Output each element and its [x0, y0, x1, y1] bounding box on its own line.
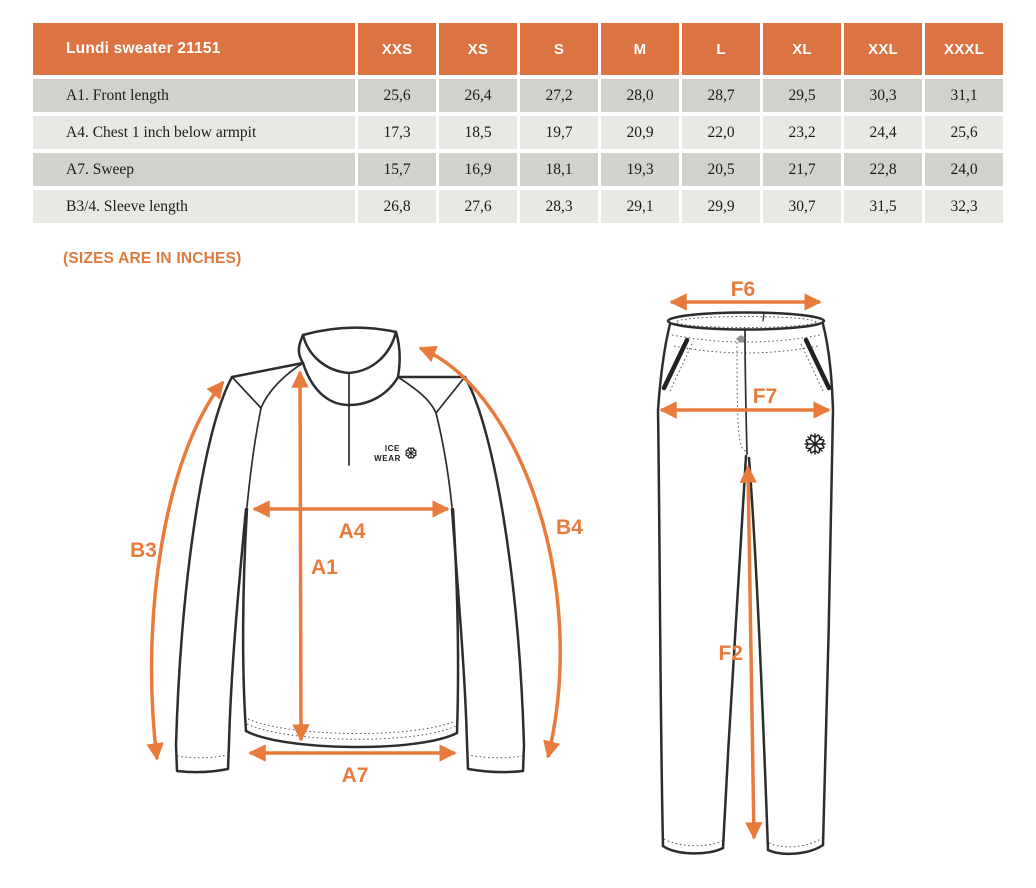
- size-value: 31,5: [844, 190, 922, 223]
- pants-left-outer-edge: [658, 324, 670, 846]
- right-shoulder-seam: [436, 378, 464, 413]
- size-value: 29,5: [763, 79, 841, 112]
- size-value: 18,5: [439, 116, 517, 149]
- f6-label: F6: [730, 278, 756, 301]
- left-sleeve: [176, 377, 246, 772]
- left-leg-hem: [663, 846, 723, 853]
- table-row: [33, 153, 1003, 186]
- measurement-label: A1. Front length: [33, 79, 355, 112]
- fly-line: [745, 329, 747, 454]
- snowflake-icon: [405, 447, 416, 458]
- right-hem-stitch: [769, 838, 822, 847]
- size-value: 20,5: [682, 153, 760, 186]
- hem-stitch: [248, 719, 455, 734]
- measurement-label: A4. Chest 1 inch below armpit: [33, 116, 355, 149]
- right-cuff-stitch: [468, 755, 523, 758]
- size-column-header: S: [520, 23, 598, 75]
- waist-opening: [668, 313, 824, 330]
- snowflake-icon: [805, 434, 825, 454]
- size-value: 28,0: [601, 79, 679, 112]
- table-row: [33, 116, 1003, 149]
- size-value: 31,1: [925, 79, 1003, 112]
- left-hem-stitch: [664, 839, 722, 846]
- size-value: 20,9: [601, 116, 679, 149]
- waistband-stitch: [672, 335, 820, 342]
- size-column-header: XXS: [358, 23, 436, 75]
- a1-front-length-arrow: [300, 372, 301, 740]
- size-value: 29,1: [601, 190, 679, 223]
- size-value: 17,3: [358, 116, 436, 149]
- left-cuff-stitch: [177, 755, 228, 758]
- logo-text-ice: ICE: [384, 444, 400, 453]
- size-value: 30,7: [763, 190, 841, 223]
- left-raglan-seam: [247, 363, 303, 507]
- logo-text-wear: WEAR: [374, 454, 401, 463]
- measurement-label: B3/4. Sleeve length: [33, 190, 355, 223]
- size-value: 25,6: [925, 116, 1003, 149]
- size-value: 19,3: [601, 153, 679, 186]
- size-value: 15,7: [358, 153, 436, 186]
- size-value: 29,9: [682, 190, 760, 223]
- size-value: 28,3: [520, 190, 598, 223]
- waist-rim-stitch: [676, 317, 816, 328]
- right-pocket-opening: [806, 340, 829, 388]
- right-leg-hem: [768, 845, 823, 854]
- table-row: [33, 79, 1003, 112]
- size-value: 28,7: [682, 79, 760, 112]
- body-right-edge: [453, 509, 458, 733]
- waistband-stitch: [674, 346, 818, 353]
- measurement-label: A7. Sweep: [33, 153, 355, 186]
- a4-label: A4: [338, 520, 366, 543]
- a7-label: A7: [341, 764, 369, 787]
- size-value: 27,6: [439, 190, 517, 223]
- size-value: 24,4: [844, 116, 922, 149]
- f7-label: F7: [752, 385, 778, 408]
- size-column-header: M: [601, 23, 679, 75]
- collar-inside: [303, 328, 396, 373]
- size-column-header: XS: [439, 23, 517, 75]
- table-header-row: [33, 23, 1003, 75]
- size-value: 16,9: [439, 153, 517, 186]
- size-value: 23,2: [763, 116, 841, 149]
- pants-right-outer-edge: [823, 324, 833, 845]
- a1-label: A1: [311, 556, 338, 579]
- size-value: 27,2: [520, 79, 598, 112]
- belt-loop-tick: [763, 313, 764, 321]
- size-value: 32,3: [925, 190, 1003, 223]
- size-value: 22,0: [682, 116, 760, 149]
- sweater-diagram: [128, 293, 608, 793]
- f2-label: F2: [718, 642, 743, 665]
- left-pocket-opening: [664, 340, 687, 388]
- b3-label: B3: [130, 539, 157, 562]
- table-title: Lundi sweater 21151: [33, 23, 355, 75]
- size-value: 18,1: [520, 153, 598, 186]
- hem-stitch: [247, 724, 456, 739]
- size-value: 21,7: [763, 153, 841, 186]
- size-value: 26,8: [358, 190, 436, 223]
- icewear-logo: [374, 444, 416, 463]
- units-note: (SIZES ARE IN INCHES): [63, 250, 242, 267]
- right-sleeve: [452, 377, 524, 772]
- size-value: 30,3: [844, 79, 922, 112]
- waist-button: [738, 336, 745, 343]
- size-value: 26,4: [439, 79, 517, 112]
- b4-sleeve-arrow: [420, 348, 560, 757]
- left-shoulder-seam: [233, 378, 261, 408]
- size-value: 22,8: [844, 153, 922, 186]
- table-row: [33, 190, 1003, 223]
- size-value: 25,6: [358, 79, 436, 112]
- size-column-header: XL: [763, 23, 841, 75]
- size-value: 19,7: [520, 116, 598, 149]
- size-table: [30, 19, 1006, 227]
- size-column-header: XXL: [844, 23, 922, 75]
- pants-diagram: [630, 278, 920, 872]
- size-column-header: L: [682, 23, 760, 75]
- b4-label: B4: [556, 516, 583, 539]
- size-column-header: XXXL: [925, 23, 1003, 75]
- size-value: 24,0: [925, 153, 1003, 186]
- right-raglan-seam: [398, 377, 452, 507]
